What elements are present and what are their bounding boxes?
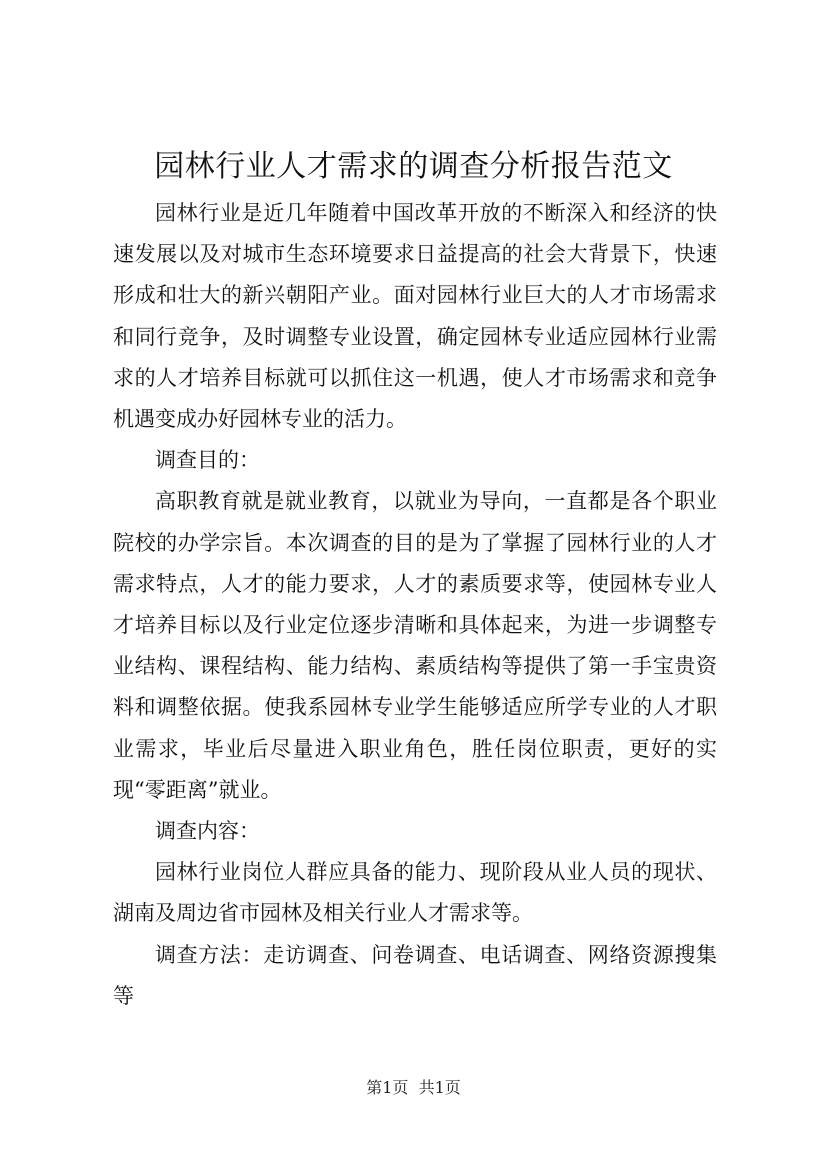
paragraph-survey-method: 调查方法：走访调查、问卷调查、电话调查、网络资源搜集等 — [113, 942, 717, 1008]
paragraph-intro: 园林行业是近几年随着中国改革开放的不断深入和经济的快速发展以及对城市生态环境要求日益提高的社会大背景下，快速形成和壮大的新兴朝阳产业。面对园林行业巨大的人才市场需求和同行竞争，及时调整专业设置，确定园林专业适应园林行业需求的人才培养目标就可以抓住这一机遇，使人才市场需求和竞争机遇变成办好园林专业的活力。 — [113, 201, 717, 432]
heading-survey-content: 调查内容： — [155, 819, 260, 844]
paragraph-survey-purpose: 高职教育就是就业教育，以就业为导向，一直都是各个职业院校的办学宗旨。本次调查的目的是为了掌握了园林行业的人才需求特点，人才的能力要求，人才的素质要求等，使园林专业人才培养目标以及行业定位逐步清晰和具体起来，为进一步调整专业结构、课程结构、能力结构、素质结构等提供了第一手宝贵资料和调整依据。使我系园林专业学生能够适应所学专业的人才职业需求，毕业后尽量进入职业角色，胜任岗位职责，更好的实现“零距离”就业。 — [113, 489, 717, 802]
document-title: 园林行业人才需求的调查分析报告范文 — [154, 149, 673, 184]
heading-survey-purpose: 调查目的： — [155, 448, 260, 473]
page-footer — [0, 1078, 827, 1098]
document-body — [113, 193, 717, 1017]
paragraph-survey-content: 园林行业岗位人群应具备的能力、现阶段从业人员的现状、湖南及周边省市园林及相关行业人才需求等。 — [113, 860, 717, 926]
page-number: 第1页 共1页 — [366, 1078, 461, 1097]
